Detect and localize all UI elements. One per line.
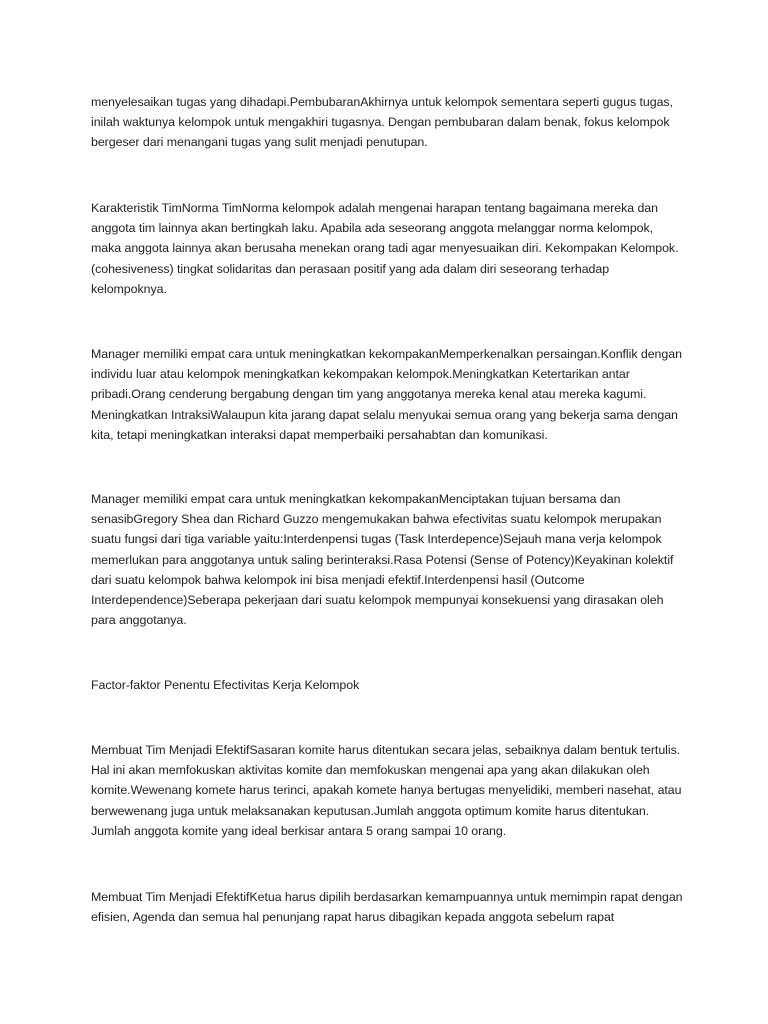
section-heading: Factor-faktor Penentu Efectivitas Kerja Kelompok xyxy=(91,678,360,692)
paragraph-tim-efektif-sasaran: Membuat Tim Menjadi EfektifSasaran komite harus ditentukan secara jelas, sebaiknya dalam bentuk tertulis. Hal ini akan memfokuskan aktivitas komite dan memfokuskan mengenai apa yang akan dilakukan oleh komite.Wewenang komete harus terinci, apakah komete hanya bertugas menyelidiki, memberi nasehat, atau berwewenang juga untuk melaksanakan keputusan.Jumlah anggota optimum komite harus ditentukan. Jumlah anggota komite yang ideal berkisar antara 5 orang sampai 10 orang. xyxy=(91,743,682,838)
paragraph-kekompakan-tujuan: Manager memiliki empat cara untuk meningkatkan kekompakanMenciptakan tujuan bersama dan senasibGregory Shea dan Richard Guzzo mengemukakan bahwa efectivitas suatu kelompok merupakan suatu fungsi dari tiga variable yaitu:Interdenpensi tugas (Task Interdepence)Sejauh mana verja kelompok memerlukan para anggotanya untuk saling berinteraksi.Rasa Potensi (Sense of Potency)Keyakinan kolektif dari suatu kelompok bahwa kelompok ini bisa menjadi efektif.Interdenpensi hasil (Outcome Interdependence)Seberapa pekerjaan dari suatu kelompok mempunyai konsekuensi yang dirasakan oleh para anggotanya. xyxy=(91,492,674,628)
paragraph-karakteristik-tim: Karakteristik TimNorma TimNorma kelompok adalah mengenai harapan tentang bagaimana mereka dan anggota tim lainnya akan bertingkah laku. Apabila ada seseorang anggota melanggar norma kelompok, maka anggota lainnya akan berusaha menekan orang tadi agar menyesuaikan diri. Kekompakan Kelompok.(cohesiveness) tingkat solidaritas dan perasaan positif yang ada dalam diri seseorang terhadap kelompoknya. xyxy=(91,201,679,296)
paragraph-tim-efektif-ketua: Membuat Tim Menjadi EfektifKetua harus dipilih berdasarkan kemampuannya untuk memimpin rapat dengan efisien, Agenda dan semua hal penunjang rapat harus dibagikan kepada anggota sebelum rapat xyxy=(91,890,683,925)
paragraph-kekompakan-persaingan: Manager memiliki empat cara untuk meningkatkan kekompakanMemperkenalkan persaingan.Konflik dengan individu luar atau kelompok meningkatkan kekompakan kelompok.Meningkatkan Ketertarikan antar pribadi.Orang cenderung bergabung dengan tim yang anggotanya mereka kenal atau mereka kagumi. Meningkatkan IntraksiWalaupun kita jarang dapat selalu menyukai semua orang yang bekerja sama dengan kita, tetapi meningkatkan interaksi dapat memperbaiki persahabtan dan komunikasi. xyxy=(91,347,682,442)
paragraph-pembubaran: menyelesaikan tugas yang dihadapi.PembubaranAkhirnya untuk kelompok sementara seperti gugus tugas, inilah waktunya kelompok untuk mengakhiri tugasnya. Dengan pembubaran dalam benak, fokus kelompok bergeser dari menangani tugas yang sulit menjadi penutupan. xyxy=(91,95,673,150)
